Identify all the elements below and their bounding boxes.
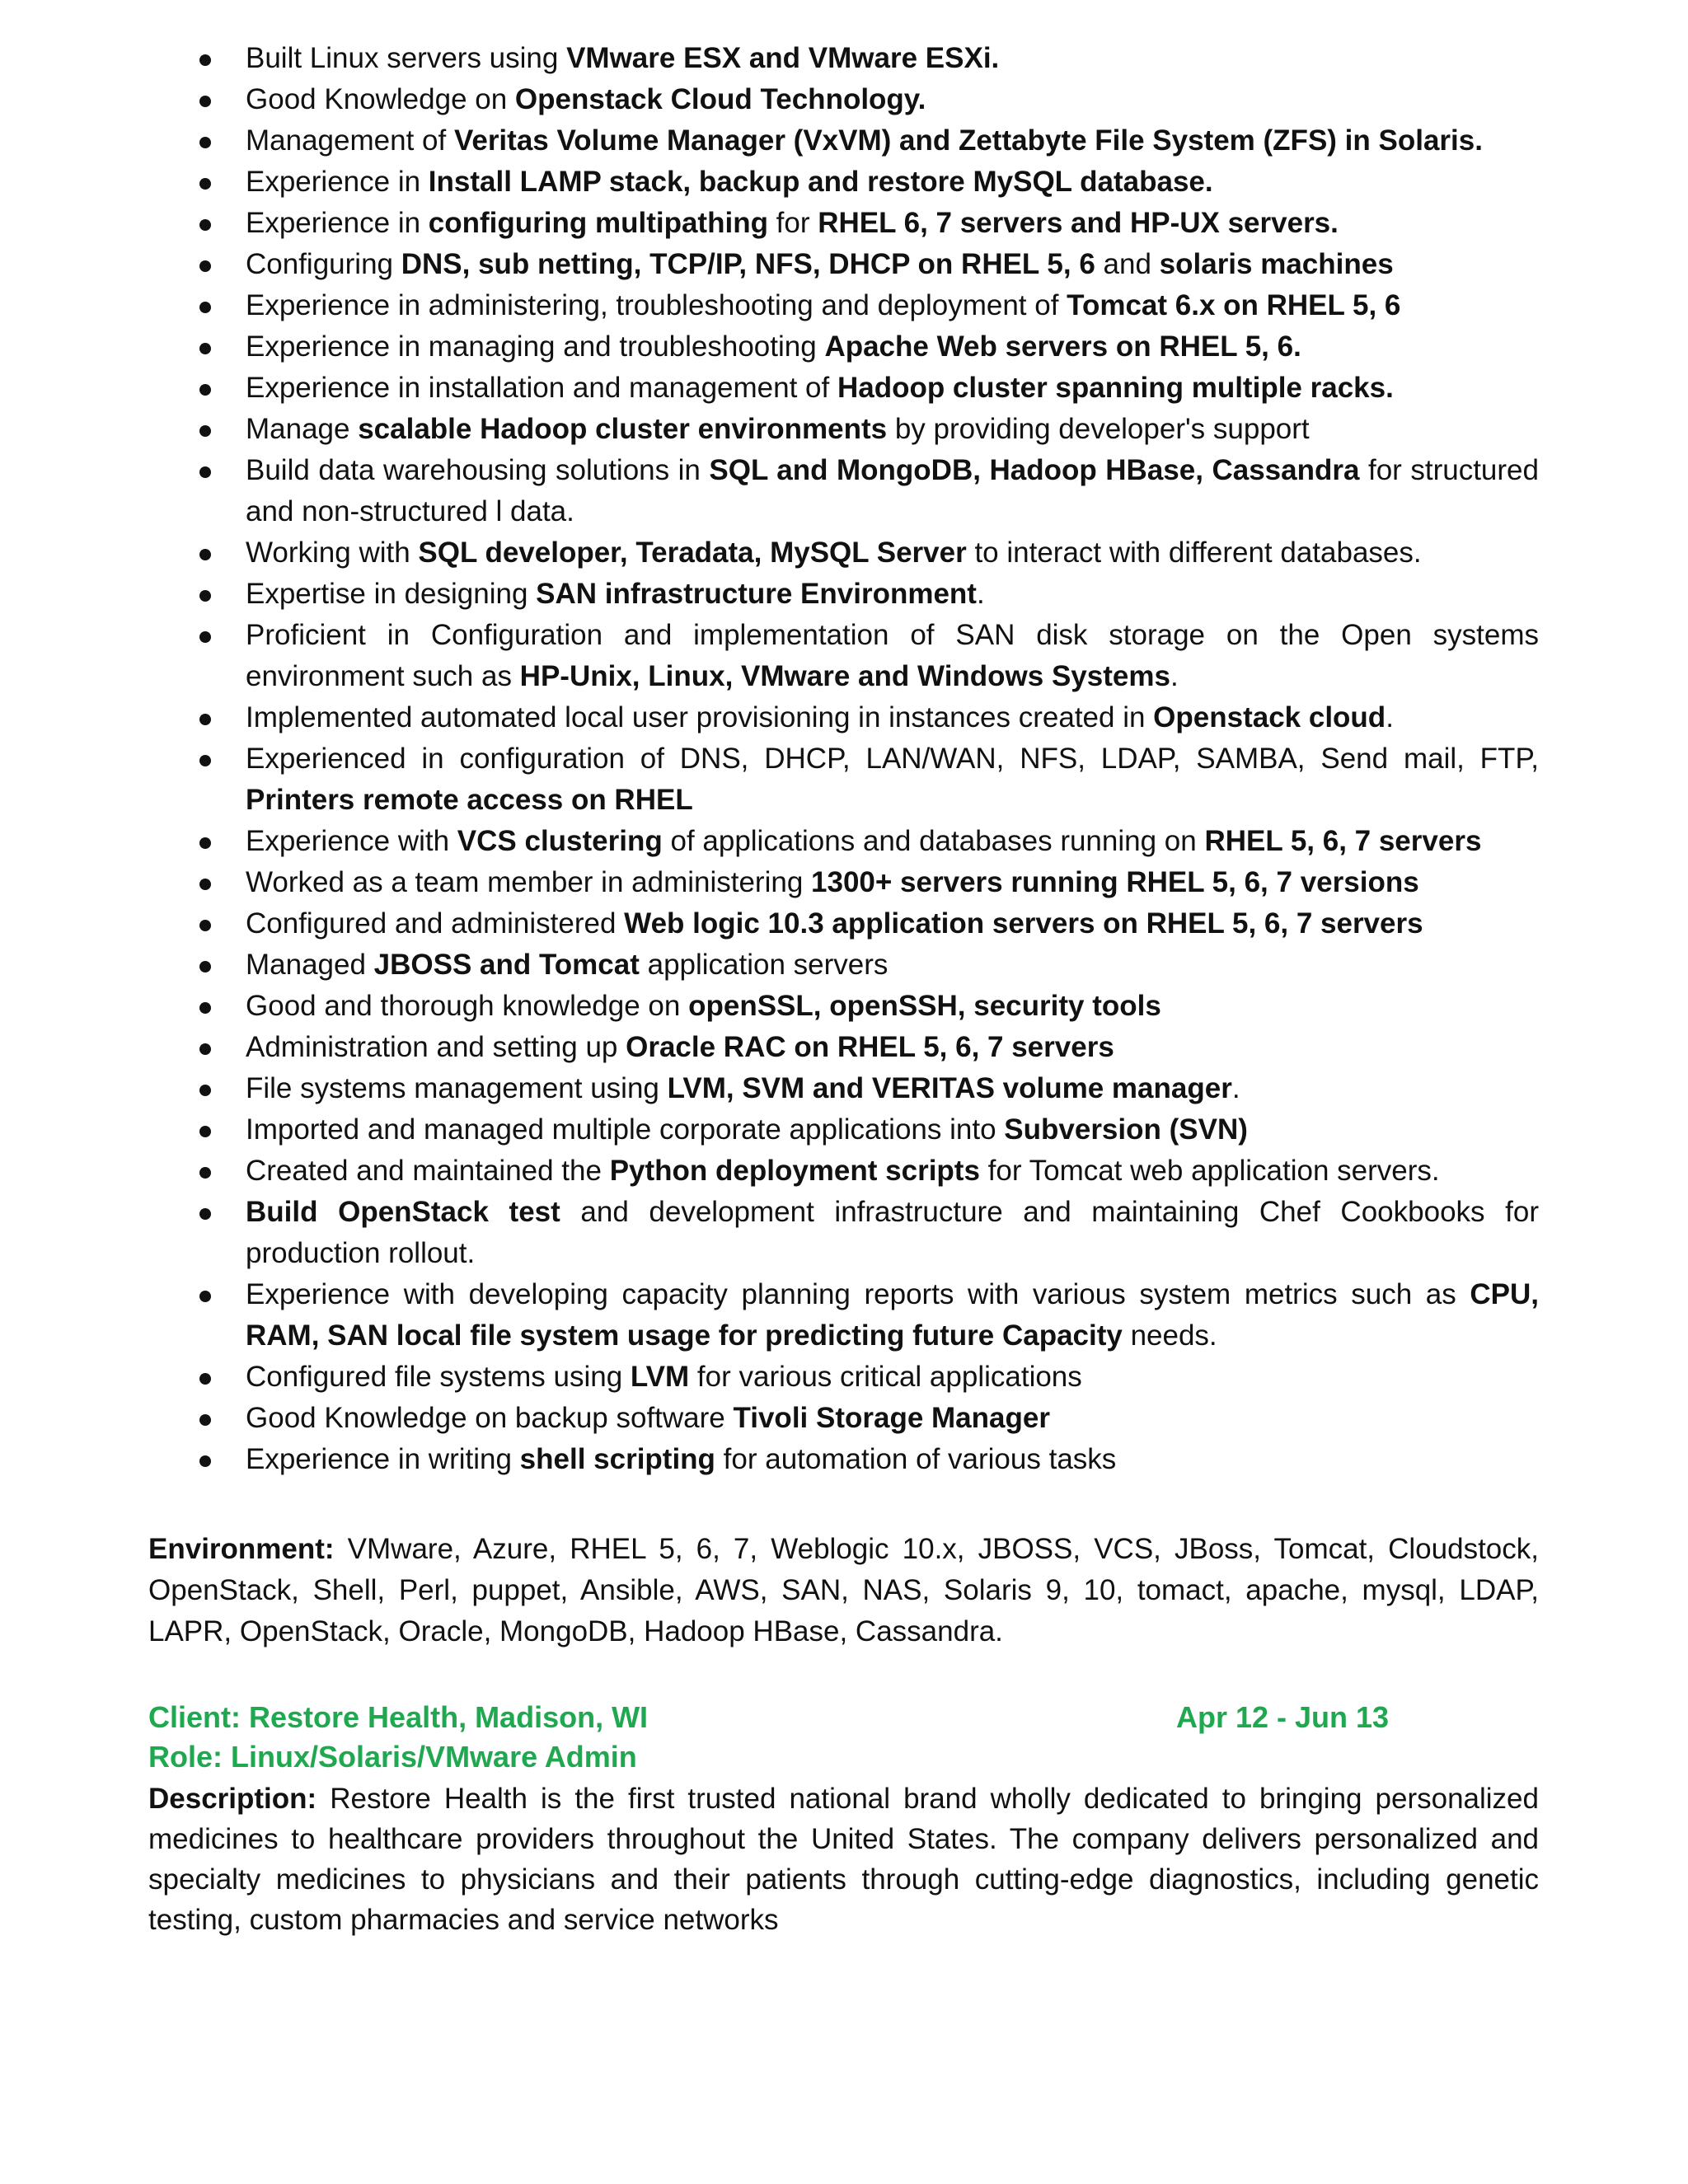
list-item	[199, 120, 1539, 162]
list-item	[199, 1151, 1539, 1192]
text-segment: .	[1170, 660, 1179, 692]
list-item-text	[246, 866, 1419, 898]
bold-segment: SQL and MongoDB, Hadoop HBase, Cassandra	[709, 454, 1360, 486]
text-segment: Administration and setting up	[246, 1031, 626, 1063]
bold-segment: SAN infrastructure Environment	[536, 578, 977, 610]
list-item	[199, 1274, 1539, 1357]
bold-segment: shell scripting	[519, 1443, 715, 1475]
list-item	[199, 574, 1539, 615]
text-segment: Configured and administered	[246, 907, 625, 940]
list-item	[199, 38, 1539, 79]
list-item-text	[246, 83, 926, 115]
list-item-text	[246, 207, 1339, 239]
bullet-icon	[199, 1126, 211, 1137]
bullet-icon	[199, 425, 211, 437]
bullet-icon	[199, 1002, 211, 1014]
text-segment: to interact with different databases.	[966, 537, 1422, 569]
text-segment: for automation of various tasks	[715, 1443, 1117, 1475]
list-item-text	[246, 1155, 1440, 1187]
list-item	[199, 244, 1539, 285]
list-item	[199, 1192, 1539, 1274]
text-segment: and development infrastructure and maintaining Chef Cookbooks for production rollout.	[246, 1196, 1539, 1269]
text-segment: Working with	[246, 537, 419, 569]
text-segment: Experience in installation and management of	[246, 372, 837, 404]
text-segment: Experience in writing	[246, 1443, 520, 1475]
bullet-icon	[199, 1167, 211, 1179]
text-segment: for structured and non-structured l data.	[246, 454, 1539, 527]
list-item-text	[246, 454, 1539, 527]
text-segment: .	[1386, 701, 1394, 733]
bold-segment: RHEL 6, 7 servers and HP-UX servers.	[818, 207, 1339, 239]
bullet-icon	[199, 879, 211, 890]
bold-segment: Tomcat 6.x on RHEL 5, 6	[1067, 289, 1401, 321]
list-item-text	[246, 578, 985, 610]
bullet-icon	[199, 549, 211, 560]
text-segment: for various critical applications	[689, 1361, 1082, 1393]
text-segment: for Tomcat web application servers.	[979, 1155, 1440, 1187]
bold-segment: Hadoop cluster spanning multiple racks.	[837, 372, 1394, 404]
text-segment: Built Linux servers using	[246, 42, 567, 74]
bullet-icon	[199, 1414, 211, 1426]
bold-segment: Subversion (SVN)	[1004, 1113, 1248, 1146]
list-item-text	[246, 248, 1394, 280]
list-item	[199, 532, 1539, 574]
bullet-icon	[199, 1455, 211, 1467]
bullet-icon	[199, 137, 211, 148]
text-segment: .	[1231, 1072, 1240, 1104]
description-paragraph	[148, 1779, 1539, 1940]
bullet-icon	[199, 260, 211, 272]
environment-label: Environment:	[148, 1533, 335, 1565]
bullet-icon	[199, 219, 211, 231]
bullet-icon	[199, 343, 211, 354]
text-segment: needs.	[1122, 1319, 1217, 1352]
text-segment: by providing developer's support	[887, 413, 1310, 445]
bold-segment: Openstack Cloud Technology.	[514, 83, 926, 115]
list-item	[199, 1027, 1539, 1068]
bold-segment: JBOSS and Tomcat	[373, 949, 640, 981]
bold-segment: CPU, RAM, SAN local file system usage for predicting future Capacity	[246, 1278, 1539, 1352]
bold-segment: configuring multipathing	[428, 207, 768, 239]
list-item-text	[246, 1402, 1050, 1434]
list-item	[199, 862, 1539, 903]
text-segment: Good and thorough knowledge on	[246, 990, 689, 1022]
list-item-text	[246, 825, 1481, 857]
list-item-text	[246, 701, 1394, 733]
text-segment: Experience in administering, troubleshooting and deployment of	[246, 289, 1067, 321]
text-segment: Experience with developing capacity planning reports with various system metrics such as	[246, 1278, 1470, 1310]
bold-segment: openSSL, openSSH, security tools	[688, 990, 1161, 1022]
list-item-text	[246, 372, 1394, 404]
description-label: Description:	[148, 1783, 317, 1815]
text-segment: Experience in managing and troubleshooting	[246, 330, 825, 363]
list-item-text	[246, 990, 1161, 1022]
bullet-icon	[199, 302, 211, 313]
bold-segment: scalable Hadoop cluster environments	[358, 413, 888, 445]
list-item-text	[246, 619, 1539, 692]
bullet-icon	[199, 178, 211, 190]
text-segment: Build data warehousing solutions in	[246, 454, 710, 486]
client-dates: Apr 12 - Jun 13	[1176, 1700, 1390, 1734]
list-item-text	[246, 330, 1301, 363]
text-segment: Proficient in Configuration and implementation of SAN disk storage on the Open systems environment such as	[246, 619, 1539, 692]
list-item-text	[246, 413, 1310, 445]
bold-segment: Python deployment scripts	[609, 1155, 980, 1187]
bold-segment: RHEL 5, 6, 7 servers	[1204, 825, 1482, 857]
text-segment: Experienced in configuration of DNS, DHCP, LAN/WAN, NFS, LDAP, SAMBA, Send mail, FTP,	[246, 743, 1539, 775]
text-segment: application servers	[639, 949, 889, 981]
bullet-icon	[199, 920, 211, 931]
text-segment: Management of	[246, 124, 454, 157]
list-item	[199, 1398, 1539, 1439]
bullet-icon	[199, 466, 211, 478]
bold-segment: Oracle RAC on RHEL 5, 6, 7 servers	[626, 1031, 1114, 1063]
list-item	[199, 1357, 1539, 1398]
text-segment: Good Knowledge on backup software	[246, 1402, 734, 1434]
text-segment: Expertise in designing	[246, 578, 537, 610]
bullet-icon	[199, 590, 211, 602]
description-text: Restore Health is the first trusted national brand wholly dedicated to bringing personalized medicines to healthcare providers throughout the United States. The company delivers personalized and specialty medicines to physicians and their patients through cutting-edge diagnostics, including genetic testing, custom pharmacies and service networks	[148, 1783, 1539, 1936]
list-item	[199, 162, 1539, 203]
bullet-icon	[199, 631, 211, 643]
list-item-text	[246, 42, 999, 74]
bullet-icon	[199, 714, 211, 725]
experience-bullet-list	[199, 38, 1539, 1480]
text-segment: Experience in	[246, 166, 429, 198]
text-segment: Created and maintained the	[246, 1155, 610, 1187]
text-segment: Worked as a team member in administering	[246, 866, 812, 898]
bold-segment: VMware ESX and VMware ESXi.	[566, 42, 1000, 74]
bullet-icon	[199, 1043, 211, 1055]
bullet-icon	[199, 384, 211, 396]
environment-text: VMware, Azure, RHEL 5, 6, 7, Weblogic 10.x, JBOSS, VCS, JBoss, Tomcat, Cloudstock, OpenStack, Shell, Perl, puppet, Ansible, AWS, SAN, NAS, Solaris 9, 10, tomact, apache, mysql, LDAP, LAPR, OpenStack, Oracle, MongoDB, Hadoop HBase, Cassandra.	[148, 1533, 1539, 1647]
text-segment: Managed	[246, 949, 374, 981]
bullet-icon	[199, 1373, 211, 1385]
text-segment: Configured file systems using	[246, 1361, 631, 1393]
bullet-icon	[199, 755, 211, 766]
list-item	[199, 368, 1539, 409]
list-item-text	[246, 1278, 1539, 1352]
list-item	[199, 285, 1539, 326]
list-item-text	[246, 1196, 1539, 1269]
list-item	[199, 615, 1539, 697]
bold-segment: Veritas Volume Manager (VxVM) and Zettabyte File System (ZFS) in Solaris.	[453, 124, 1483, 157]
list-item	[199, 738, 1539, 821]
list-item	[199, 1109, 1539, 1151]
bullet-icon	[199, 54, 211, 66]
bold-segment: Apache Web servers on RHEL 5, 6.	[824, 330, 1301, 363]
list-item	[199, 203, 1539, 244]
text-segment: Experience in	[246, 207, 429, 239]
list-item	[199, 903, 1539, 944]
list-item-text	[246, 1443, 1116, 1475]
list-item-text	[246, 1072, 1240, 1104]
bullet-icon	[199, 1208, 211, 1220]
list-item-text	[246, 166, 1213, 198]
bold-segment: SQL developer, Teradata, MySQL Server	[418, 537, 967, 569]
bullet-icon	[199, 1085, 211, 1096]
text-segment: .	[976, 578, 985, 610]
bold-segment: Tivoli Storage Manager	[733, 1402, 1050, 1434]
list-item	[199, 326, 1539, 368]
client-name: Client: Restore Health, Madison, WI	[148, 1700, 649, 1734]
text-segment: Manage	[246, 413, 359, 445]
bullet-icon	[199, 1291, 211, 1302]
list-item-text	[246, 289, 1400, 321]
text-segment: of applications and databases running on	[662, 825, 1205, 857]
bold-segment: LVM	[630, 1361, 690, 1393]
role-line: Role: Linux/Solaris/VMware Admin	[148, 1740, 637, 1774]
bold-segment: LVM, SVM and VERITAS volume manager	[667, 1072, 1232, 1104]
text-segment: Good Knowledge on	[246, 83, 515, 115]
list-item-text	[246, 124, 1483, 157]
list-item	[199, 79, 1539, 120]
environment-paragraph	[148, 1529, 1539, 1652]
list-item	[199, 450, 1539, 532]
list-item	[199, 409, 1539, 450]
text-segment: File systems management using	[246, 1072, 668, 1104]
list-item-text	[246, 907, 1423, 940]
text-segment: Imported and managed multiple corporate applications into	[246, 1113, 1005, 1146]
text-segment: and	[1095, 248, 1160, 280]
list-item-text	[246, 743, 1539, 816]
text-segment: Configuring	[246, 248, 401, 280]
list-item	[199, 697, 1539, 738]
list-item-text	[246, 949, 888, 981]
bullet-icon	[199, 961, 211, 972]
bold-segment: HP-Unix, Linux, VMware and Windows Systems	[519, 660, 1170, 692]
text-segment: Experience with	[246, 825, 457, 857]
bold-segment: 1300+ servers running RHEL 5, 6, 7 versions	[811, 866, 1419, 898]
list-item-text	[246, 1031, 1114, 1063]
client-line	[148, 1698, 1539, 1737]
list-item	[199, 986, 1539, 1027]
bold-segment: VCS clustering	[457, 825, 663, 857]
bold-segment: Web logic 10.3 application servers on RHEL 5, 6, 7 servers	[624, 907, 1423, 940]
bold-segment: solaris machines	[1159, 248, 1394, 280]
bold-segment: Build OpenStack test	[246, 1196, 560, 1228]
text-segment: Implemented automated local user provisioning in instances created in	[246, 701, 1154, 733]
list-item-text	[246, 1113, 1248, 1146]
list-item	[199, 1068, 1539, 1109]
bold-segment: DNS, sub netting, TCP/IP, NFS, DHCP on RHEL 5, 6	[401, 248, 1095, 280]
bullet-icon	[199, 96, 211, 107]
bold-segment: Openstack cloud	[1153, 701, 1386, 733]
list-item-text	[246, 537, 1422, 569]
list-item	[199, 1439, 1539, 1480]
list-item	[199, 821, 1539, 862]
bold-segment: Install LAMP stack, backup and restore MySQL database.	[428, 166, 1213, 198]
text-segment: for	[767, 207, 818, 239]
bold-segment: Printers remote access on RHEL	[246, 784, 693, 816]
list-item-text	[246, 1361, 1082, 1393]
bullet-icon	[199, 837, 211, 849]
list-item	[199, 944, 1539, 986]
